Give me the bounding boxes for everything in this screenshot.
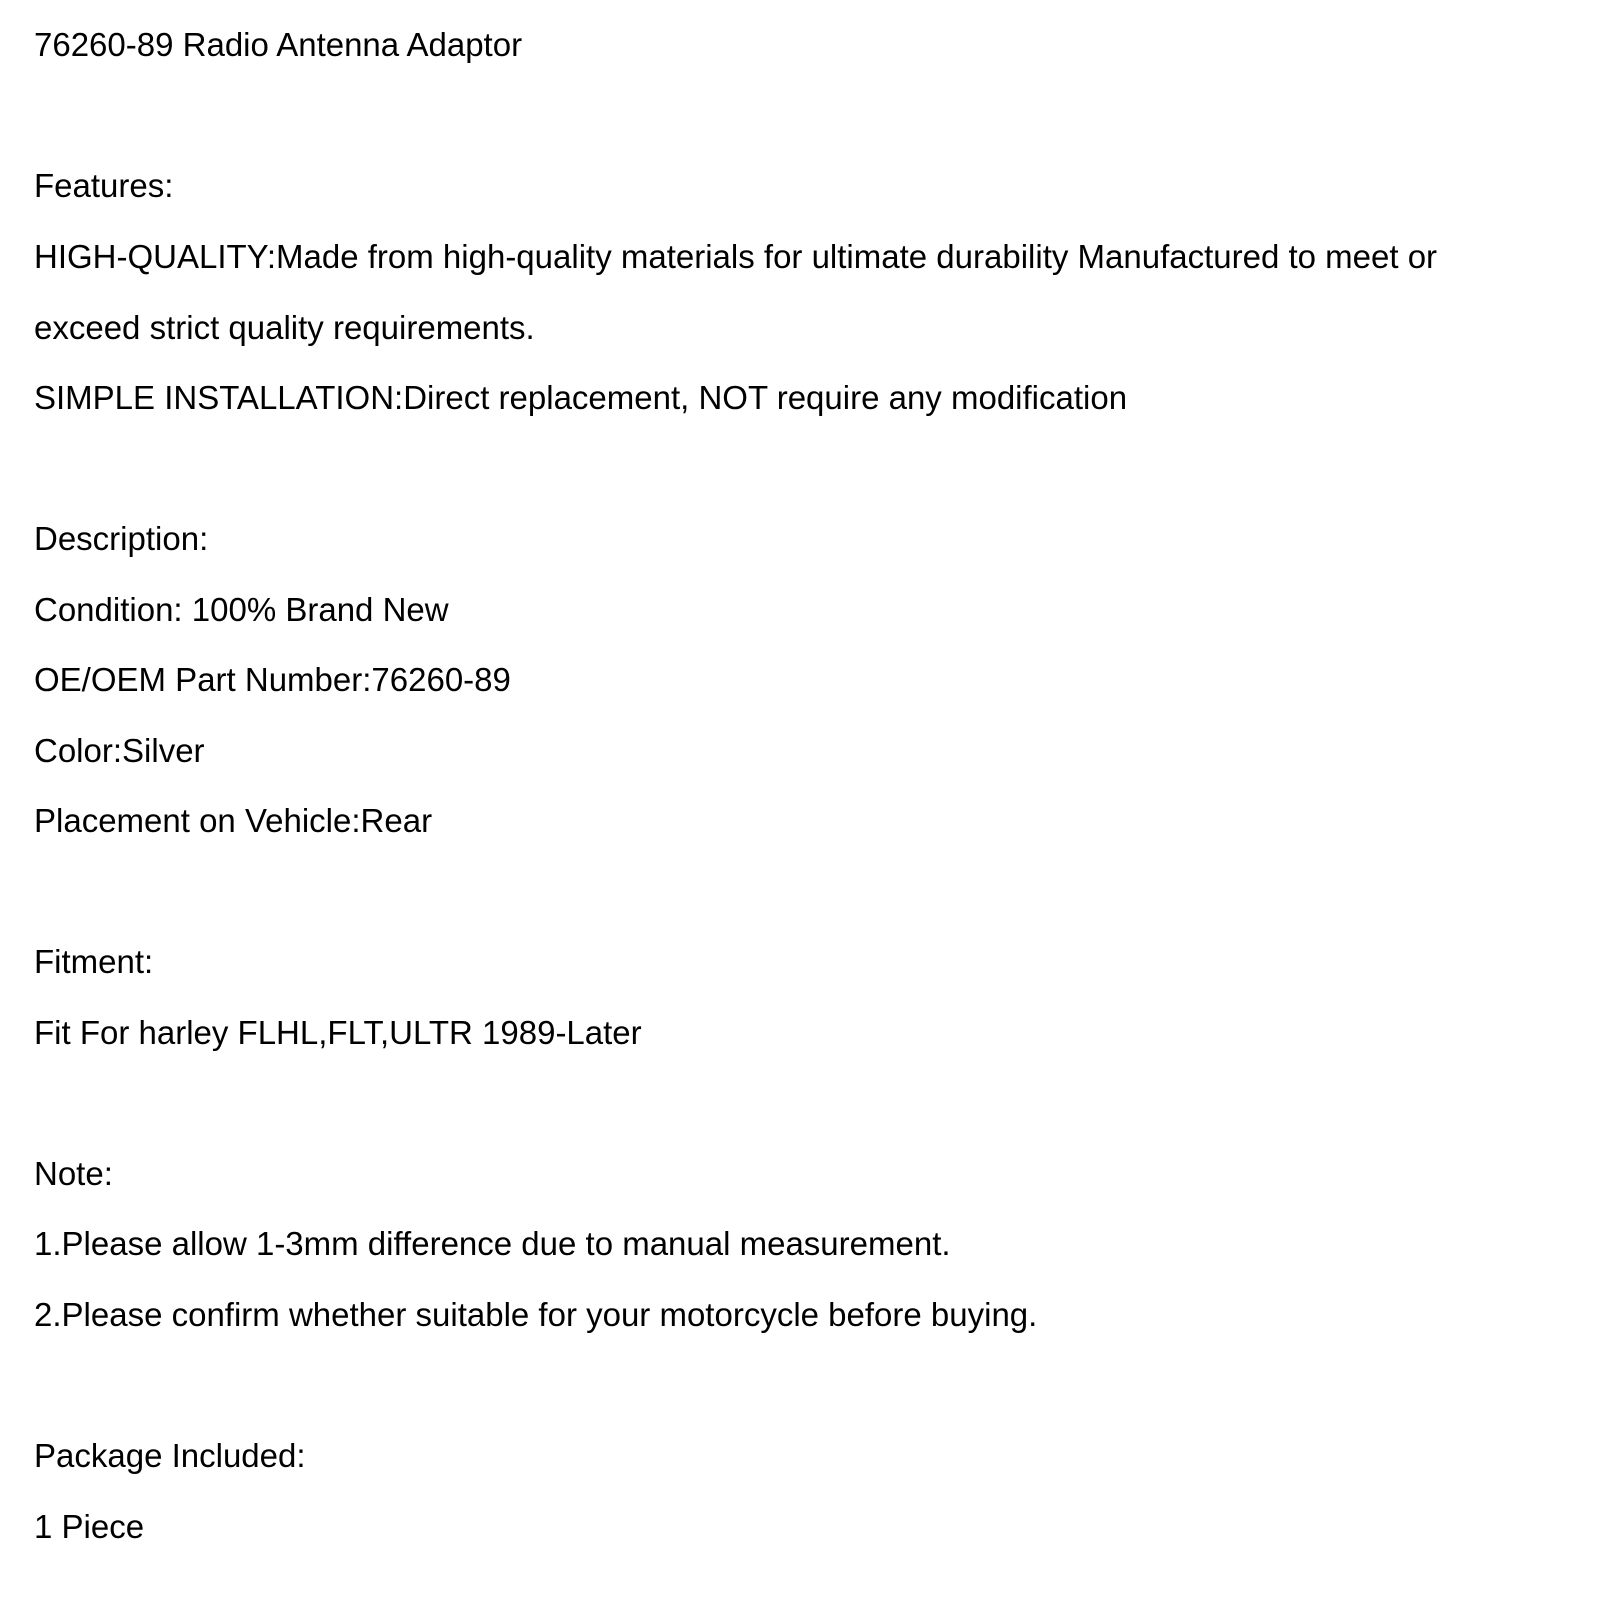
note-heading: Note: xyxy=(34,1155,113,1192)
description-heading: Description: xyxy=(34,520,209,557)
description-condition: Condition: 100% Brand New xyxy=(34,591,449,628)
fitment-text: Fit For harley FLHL,FLT,ULTR 1989-Later xyxy=(34,1014,642,1051)
package-heading: Package Included: xyxy=(34,1437,306,1474)
description-color: Color:Silver xyxy=(34,732,205,769)
description-part-number: OE/OEM Part Number:76260-89 xyxy=(34,661,511,698)
description-placement: Placement on Vehicle:Rear xyxy=(34,802,433,839)
feature-quality-line2: exceed strict quality requirements. xyxy=(34,309,535,346)
features-heading: Features: xyxy=(34,167,174,204)
note-item: 2.Please confirm whether suitable for your motorcycle before buying. xyxy=(34,1296,1038,1333)
note-item: 1.Please allow 1-3mm difference due to manual measurement. xyxy=(34,1225,951,1262)
page-title: 76260-89 Radio Antenna Adaptor xyxy=(34,26,523,63)
package-text: 1 Piece xyxy=(34,1508,145,1545)
feature-installation: SIMPLE INSTALLATION:Direct replacement, NOT require any modification xyxy=(34,379,1128,416)
fitment-heading: Fitment: xyxy=(34,943,154,980)
feature-quality-line1: HIGH-QUALITY:Made from high-quality materials for ultimate durability Manufactured to meet or xyxy=(34,238,1438,275)
